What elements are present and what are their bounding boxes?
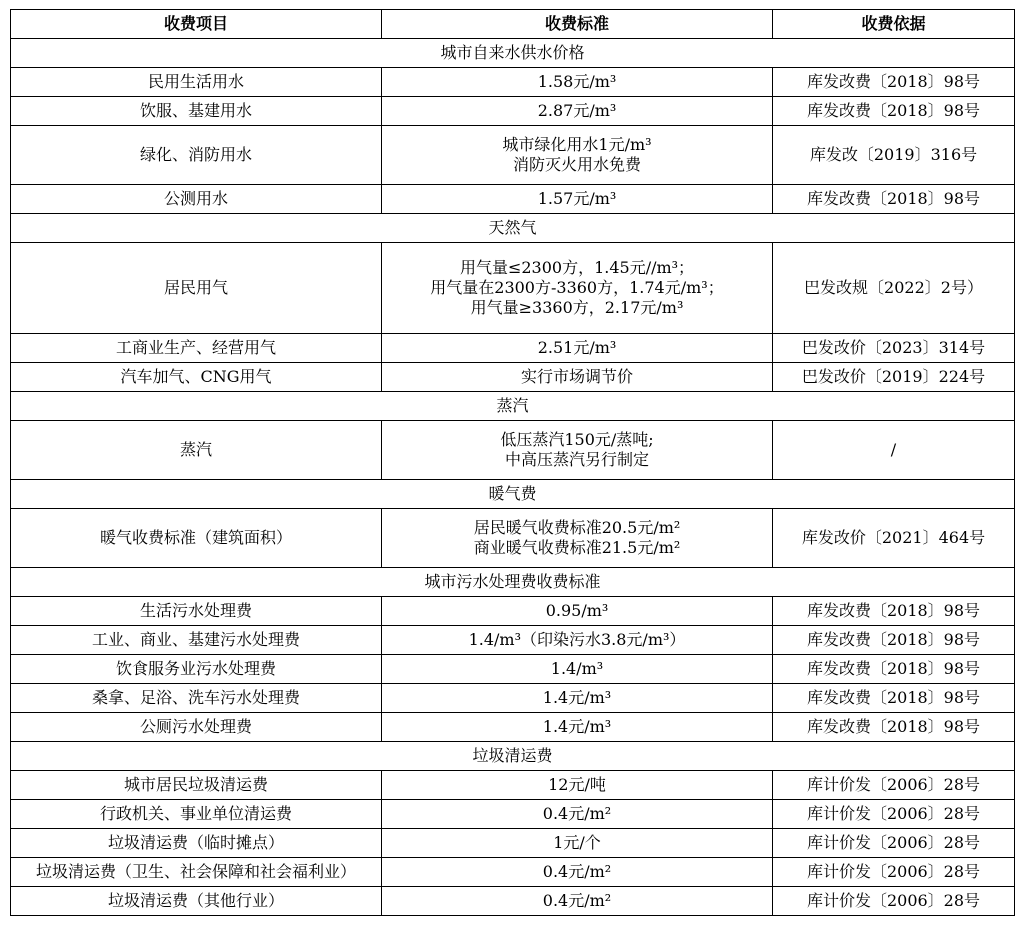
section-row: [11, 742, 1015, 771]
section-garbage: 垃圾清运费: [11, 742, 1015, 771]
cell-basis: 巴发改规〔2022〕2号）: [773, 243, 1015, 334]
cell-basis: 库计价发〔2006〕28号: [773, 887, 1015, 916]
cell-item: 公厕污水处理费: [11, 713, 382, 742]
cell-standard-line: 用气量≤2300方，1.45元//m³；: [459, 258, 695, 277]
cell-standard: 1.4/m³（印染污水3.8元/m³）: [382, 626, 773, 655]
cell-item: 民用生活用水: [11, 68, 382, 97]
table-row: [11, 421, 1015, 480]
cell-basis: 库发改费〔2018〕98号: [773, 97, 1015, 126]
cell-basis: /: [773, 421, 1015, 480]
table-row: [11, 771, 1015, 800]
cell-basis: 库计价发〔2006〕28号: [773, 800, 1015, 829]
section-steam: 蒸汽: [11, 392, 1015, 421]
cell-standard: 2.51元/m³: [382, 334, 773, 363]
cell-standard: [382, 243, 773, 334]
section-row: [11, 480, 1015, 509]
cell-item: 工业、商业、基建污水处理费: [11, 626, 382, 655]
cell-standard: 1.4元/m³: [382, 684, 773, 713]
cell-item: 生活污水处理费: [11, 597, 382, 626]
cell-standard: 1.4元/m³: [382, 713, 773, 742]
fee-standards-table: [10, 9, 1015, 916]
table-row: [11, 655, 1015, 684]
table-row: [11, 68, 1015, 97]
cell-basis: 库发改费〔2018〕98号: [773, 684, 1015, 713]
section-water: 城市自来水供水价格: [11, 39, 1015, 68]
table-row: [11, 684, 1015, 713]
cell-standard-line: 中高压蒸汽另行制定: [504, 450, 649, 469]
cell-item: 饮服、基建用水: [11, 97, 382, 126]
cell-standard: 2.87元/m³: [382, 97, 773, 126]
cell-standard-line: 低压蒸汽150元/蒸吨;: [500, 430, 654, 449]
table-row: [11, 829, 1015, 858]
cell-item: 公测用水: [11, 185, 382, 214]
cell-basis: 库发改费〔2018〕98号: [773, 655, 1015, 684]
cell-standard: 12元/吨: [382, 771, 773, 800]
section-row: [11, 214, 1015, 243]
cell-standard-line: 居民暖气收费标准20.5元/m²: [473, 518, 681, 537]
cell-standard-line: 消防灭火用水免费: [512, 155, 641, 174]
table-row: [11, 626, 1015, 655]
table-row: [11, 185, 1015, 214]
cell-basis: 库发改费〔2018〕98号: [773, 713, 1015, 742]
cell-standard-line: 用气量在2300方-3360方，1.74元/m³；: [430, 278, 724, 297]
cell-basis: 库发改费〔2018〕98号: [773, 626, 1015, 655]
section-row: [11, 39, 1015, 68]
section-row: [11, 568, 1015, 597]
section-heating: 暖气费: [11, 480, 1015, 509]
cell-standard: 实行市场调节价: [382, 363, 773, 392]
cell-item: 饮食服务业污水处理费: [11, 655, 382, 684]
table-row: [11, 243, 1015, 334]
section-gas: 天然气: [11, 214, 1015, 243]
cell-standard: 0.4元/m²: [382, 800, 773, 829]
cell-item: 城市居民垃圾清运费: [11, 771, 382, 800]
header-basis: 收费依据: [773, 10, 1015, 39]
cell-standard-line: 商业暖气收费标准21.5元/m²: [473, 538, 681, 557]
table-row: [11, 887, 1015, 916]
cell-standard-line: 城市绿化用水1元/m³: [502, 135, 652, 154]
cell-standard: 1.57元/m³: [382, 185, 773, 214]
cell-item: 行政机关、事业单位清运费: [11, 800, 382, 829]
section-sewage: 城市污水处理费收费标准: [11, 568, 1015, 597]
table-row: [11, 97, 1015, 126]
cell-basis: 库发改费〔2018〕98号: [773, 597, 1015, 626]
cell-item: 绿化、消防用水: [11, 126, 382, 185]
section-row: [11, 392, 1015, 421]
cell-standard: 0.4元/m²: [382, 887, 773, 916]
cell-basis: 库计价发〔2006〕28号: [773, 771, 1015, 800]
table-row: [11, 800, 1015, 829]
table-row: [11, 126, 1015, 185]
cell-standard: 0.95/m³: [382, 597, 773, 626]
cell-basis: 巴发改价〔2019〕224号: [773, 363, 1015, 392]
header-item: 收费项目: [11, 10, 382, 39]
cell-item: 蒸汽: [11, 421, 382, 480]
cell-item: 居民用气: [11, 243, 382, 334]
cell-item: 汽车加气、CNG用气: [11, 363, 382, 392]
cell-basis: 库发改费〔2018〕98号: [773, 185, 1015, 214]
cell-item: 工商业生产、经营用气: [11, 334, 382, 363]
cell-standard: [382, 126, 773, 185]
cell-item: 垃圾清运费（卫生、社会保障和社会福利业）: [11, 858, 382, 887]
header-standard: 收费标准: [382, 10, 773, 39]
cell-standard: 1.58元/m³: [382, 68, 773, 97]
header-row: [11, 10, 1015, 39]
table-row: [11, 363, 1015, 392]
cell-standard: [382, 421, 773, 480]
table-row: [11, 713, 1015, 742]
table-row: [11, 597, 1015, 626]
cell-basis: 库计价发〔2006〕28号: [773, 858, 1015, 887]
cell-standard: 1元/个: [382, 829, 773, 858]
cell-standard-line: 用气量≥3360方，2.17元/m³: [470, 298, 684, 317]
cell-basis: 库发改〔2019〕316号: [773, 126, 1015, 185]
cell-item: 桑拿、足浴、洗车污水处理费: [11, 684, 382, 713]
cell-basis: 库发改价〔2021〕464号: [773, 509, 1015, 568]
cell-basis: 库计价发〔2006〕28号: [773, 829, 1015, 858]
cell-standard: 1.4/m³: [382, 655, 773, 684]
cell-standard: 0.4元/m²: [382, 858, 773, 887]
table-row: [11, 334, 1015, 363]
cell-item: 垃圾清运费（其他行业）: [11, 887, 382, 916]
cell-basis: 巴发改价〔2023〕314号: [773, 334, 1015, 363]
cell-item: 垃圾清运费（临时摊点）: [11, 829, 382, 858]
table-row: [11, 509, 1015, 568]
cell-standard: [382, 509, 773, 568]
table-row: [11, 858, 1015, 887]
cell-basis: 库发改费〔2018〕98号: [773, 68, 1015, 97]
cell-item: 暖气收费标准（建筑面积）: [11, 509, 382, 568]
